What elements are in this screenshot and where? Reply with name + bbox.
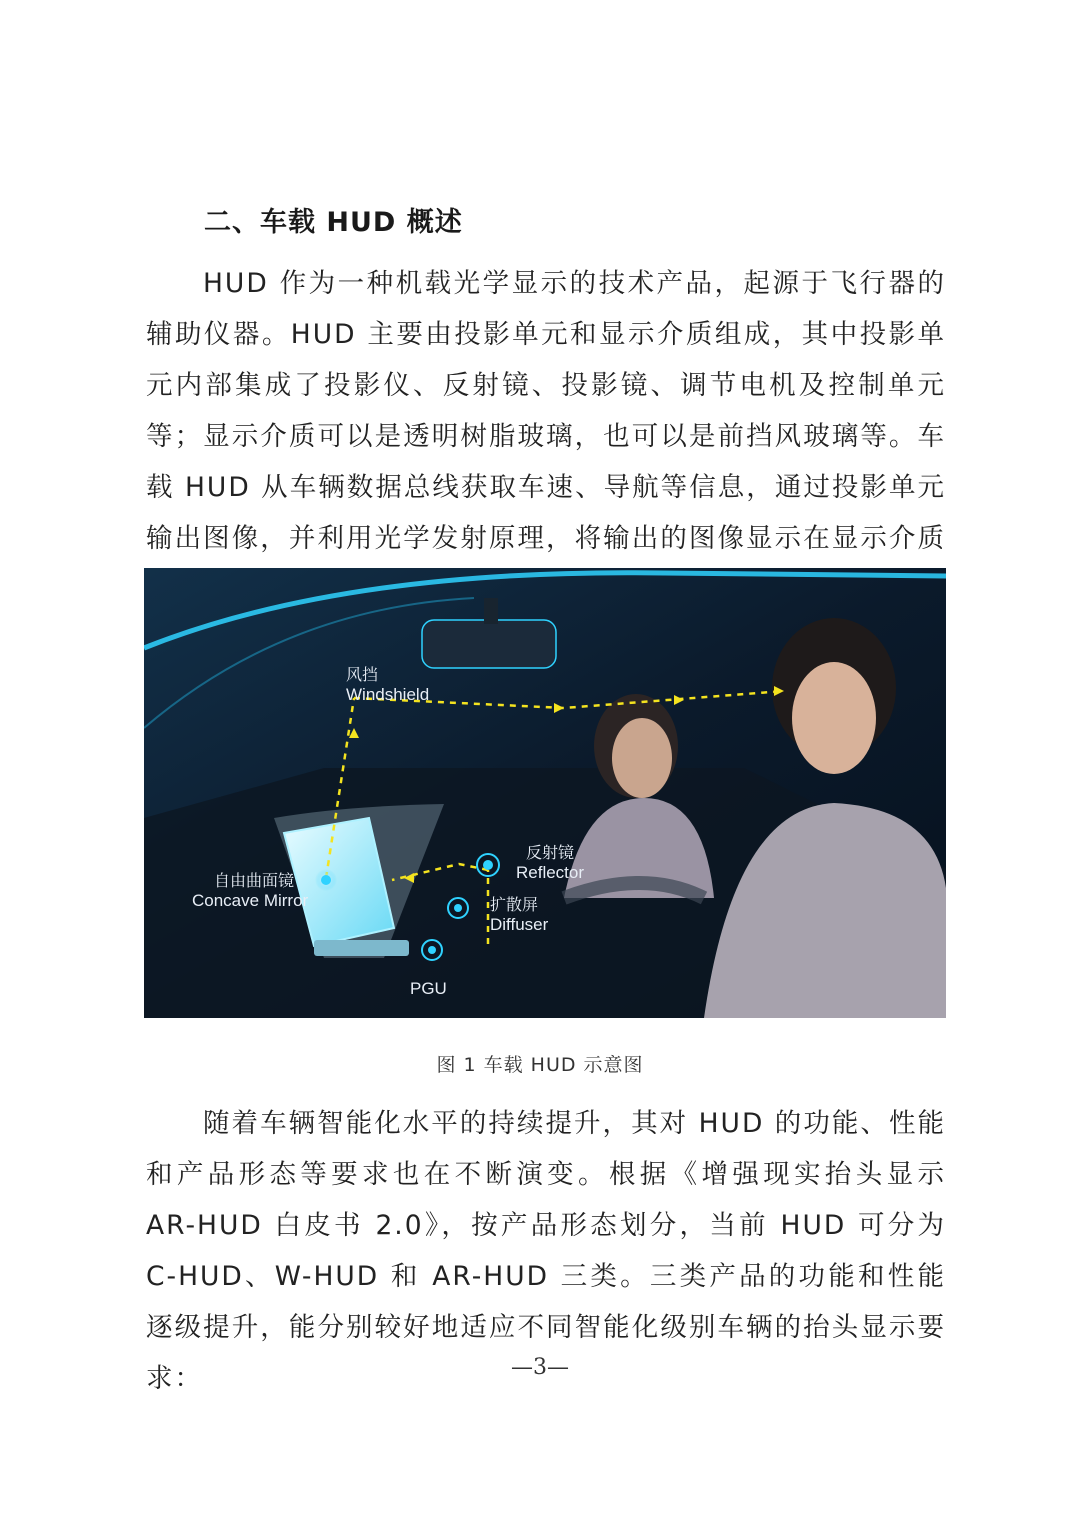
label-diffuser-cn: 扩散屏: [490, 895, 539, 914]
label-reflector-en: Reflector: [516, 863, 585, 882]
label-diffuser-en: Diffuser: [490, 915, 549, 934]
label-mirror-en: Concave Mirror: [192, 891, 309, 910]
label-mirror-cn: 自由曲面镜: [214, 871, 295, 890]
label-windshield-en: Windshield: [346, 685, 430, 704]
hud-figure: [144, 568, 946, 1018]
label-windshield-cn: 风挡: [346, 665, 379, 684]
intro-paragraph: HUD 作为一种机载光学显示的技术产品，起源于飞行器的辅助仪器。HUD 主要由投影单元和显示介质组成，其中投影单元内部集成了投影仪、反射镜、投影镜、调节电机及控制单元等；显示介质可以是透明树脂玻璃，也可以是前挡风玻璃等。车载 HUD 从车辆数据总线获取车速、导航等信息，通过投影单元输出图像，并利用光学发射原理，将输出的图像显示在显示介质: [146, 268, 946, 554]
page-number: —3—: [511, 1355, 569, 1380]
hud-base: [314, 940, 409, 956]
figure-caption: 图 1 车载 HUD 示意图: [436, 1054, 644, 1076]
evolution-paragraph: 随着车辆智能化水平的持续提升，其对 HUD 的功能、性能和产品形态等要求也在不断演变。根据《增强现实抬头显示 AR-HUD 白皮书 2.0》，按产品形态划分，当前 HUD 可分为 C-HUD、W-HUD 和 AR-HUD 三类。三类产品的功能和性能逐级提升，能分别较好地适应不同智能化级别车辆的抬头显示要求：: [146, 1108, 946, 1394]
section-heading: 二、车载 HUD 概述: [204, 207, 463, 238]
rearview-mirror: [422, 620, 556, 668]
label-pgu: PGU: [410, 979, 447, 998]
label-reflector-cn: 反射镜: [526, 843, 575, 862]
hud-illustration: [144, 568, 946, 1018]
